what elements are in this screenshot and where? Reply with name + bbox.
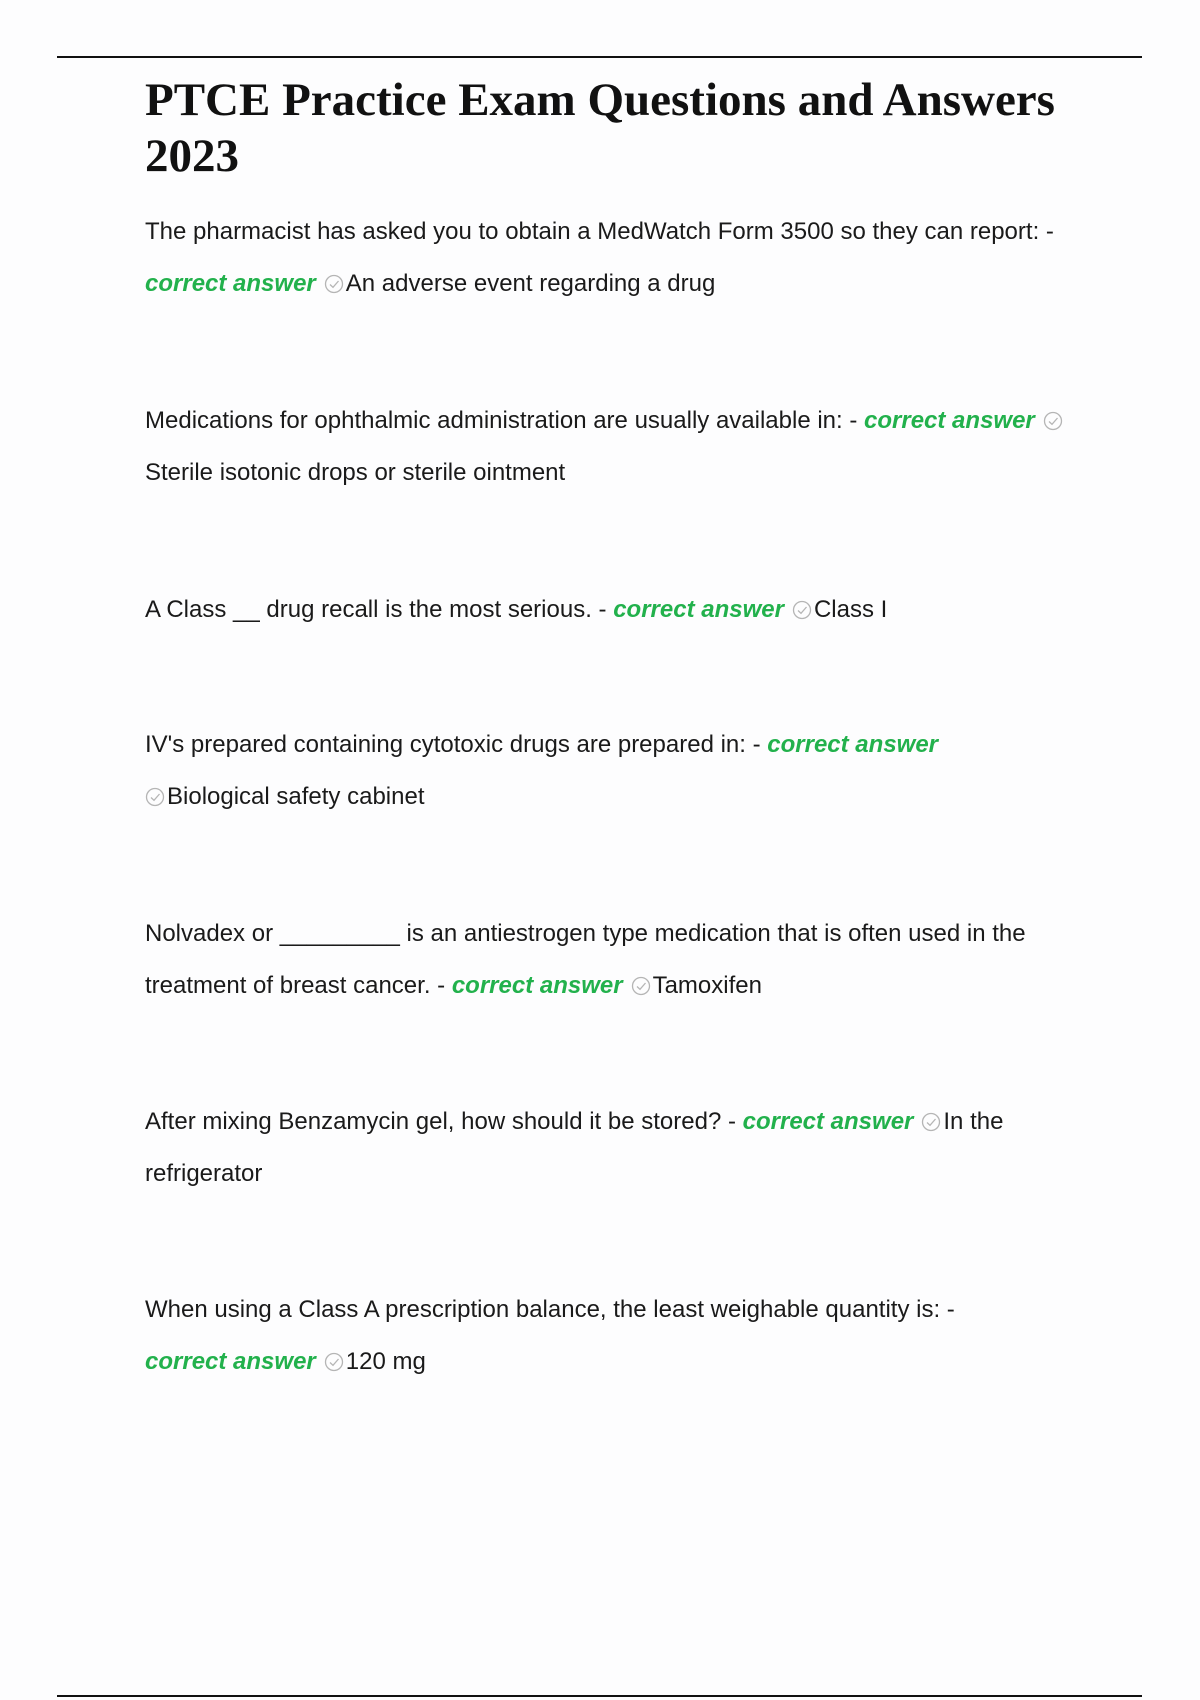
- question-text: Nolvadex or _________ is an antiestrogen type medication that is often used in the treatment of breast cancer.: [145, 920, 1026, 999]
- separator: -: [721, 1108, 743, 1135]
- qa-item-3: [145, 584, 1105, 636]
- qa-item-1: [145, 206, 1105, 310]
- answer-text: An adverse event regarding a drug: [345, 270, 716, 297]
- separator: -: [842, 407, 865, 434]
- correct-answer-label: correct answer: [742, 1108, 914, 1135]
- correct-answer-label: correct answer: [767, 731, 939, 758]
- document-body: [145, 72, 1105, 1388]
- separator: -: [430, 972, 452, 999]
- question-text: After mixing Benzamycin gel, how should it be stored?: [145, 1108, 722, 1135]
- answer-text: Biological safety cabinet: [167, 783, 425, 810]
- answer-text: 120 mg: [345, 1348, 426, 1375]
- question-text: The pharmacist has asked you to obtain a MedWatch Form 3500 so they can report:: [145, 218, 1040, 245]
- question-text: Medications for ophthalmic administration are usually available in:: [145, 407, 843, 434]
- question-text: When using a Class A prescription balance, the least weighable quantity is:: [145, 1296, 941, 1323]
- question-text: IV's prepared containing cytotoxic drugs are prepared in:: [145, 731, 746, 758]
- qa-item-4: [145, 719, 1105, 823]
- correct-answer-label: correct answer: [145, 270, 316, 297]
- answer-text: Sterile isotonic drops or sterile ointment: [145, 459, 566, 486]
- qa-item-6: [145, 1096, 1105, 1200]
- check-circle-icon: [324, 274, 344, 294]
- check-circle-icon: [1043, 411, 1063, 431]
- correct-answer-label: correct answer: [613, 596, 784, 623]
- qa-item-2: [145, 395, 1105, 499]
- answer-text: In the refrigerator: [145, 1108, 1004, 1187]
- answer-text: Tamoxifen: [652, 972, 762, 999]
- separator: -: [1039, 218, 1054, 245]
- correct-answer-label: correct answer: [145, 1348, 316, 1375]
- separator: -: [940, 1296, 955, 1323]
- check-circle-icon: [631, 976, 651, 996]
- check-circle-icon: [792, 600, 812, 620]
- answer-text: Class I: [813, 596, 888, 623]
- separator: -: [745, 731, 768, 758]
- correct-answer-label: correct answer: [451, 972, 623, 999]
- separator: -: [591, 596, 614, 623]
- check-circle-icon: [324, 1352, 344, 1372]
- bottom-divider: [57, 1695, 1142, 1697]
- document-title: PTCE Practice Exam Questions and Answers 2023: [145, 74, 1055, 182]
- question-text: A Class __ drug recall is the most serious.: [145, 596, 592, 623]
- qa-item-5: [145, 908, 1105, 1012]
- check-circle-icon: [145, 787, 165, 807]
- qa-item-7: [145, 1284, 1105, 1388]
- correct-answer-label: correct answer: [864, 407, 1035, 434]
- check-circle-icon: [921, 1112, 941, 1132]
- top-divider: [57, 56, 1142, 58]
